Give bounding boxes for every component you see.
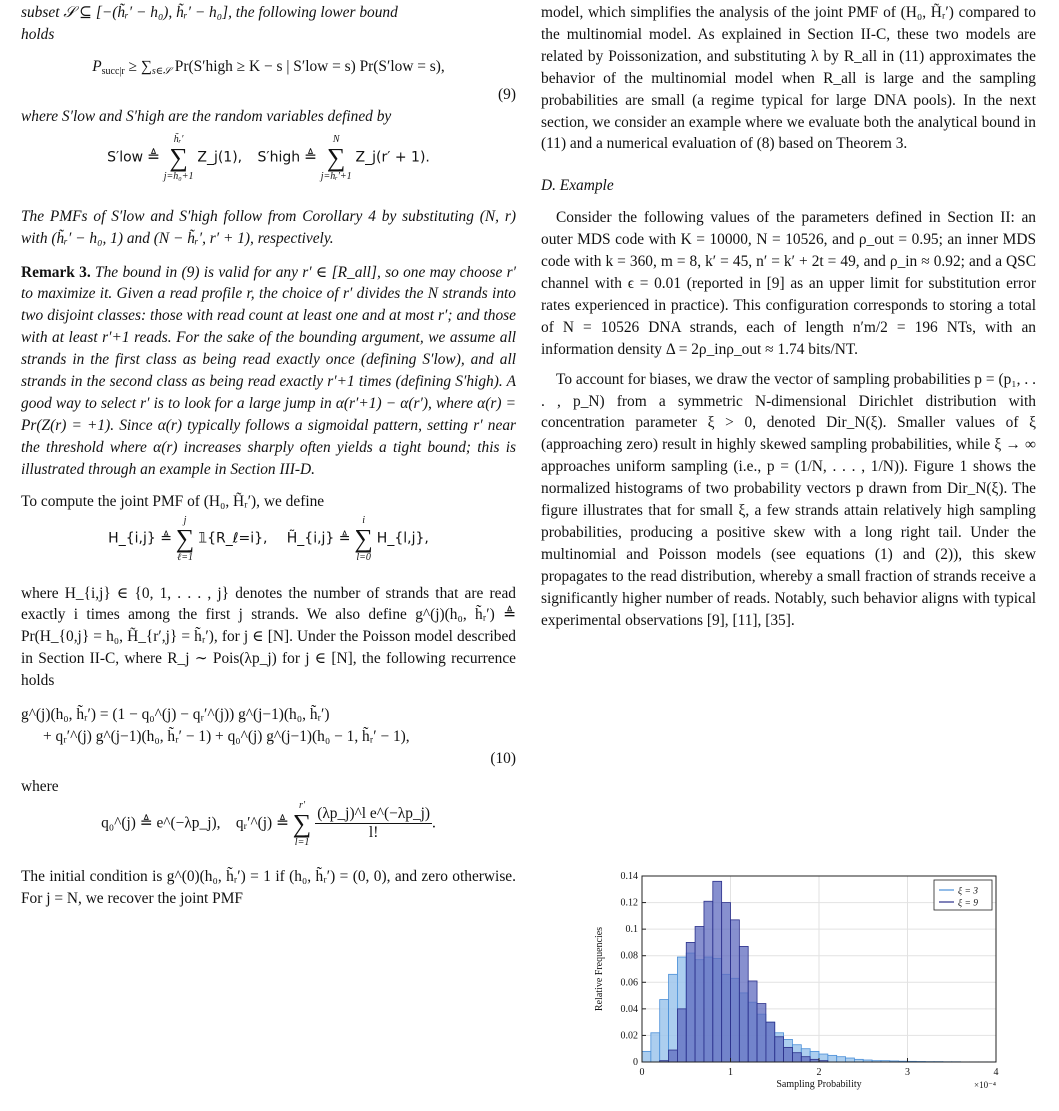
s-definitions	[21, 134, 516, 196]
histogram-bar	[660, 1000, 669, 1062]
s-high-symbol: S′high	[258, 149, 301, 165]
histogram-bar	[686, 942, 695, 1062]
y-tick-label: 0.14	[621, 871, 639, 882]
qr-sum: r′ ∑ l=1	[293, 800, 312, 848]
lead-line-2: holds	[21, 26, 54, 43]
histogram-bar	[704, 901, 713, 1062]
q-definitions: q₀^(j) ≜ e^(−λp_j), qᵣ′^(j) ≜ r′ ∑ l=1 $\frac{\text{(λp\_j)\textasciicircum{}l e\textasciicircum{}(−λp\_j)}}{l!}$ .	[21, 800, 516, 858]
section-heading: D. Example	[541, 175, 1036, 197]
right-para-2: Consider the following values of the parameters defined in Section II: an outer MDS code with K = 10000, N = 10526, and ρ_out = 0.95; an inner MDS code with k = 360, m = 8, k′ = 45, n′ = k′ + 2t = 49, and ρ_in ≈ 0.92; and a QSC channel with ϵ = 0.01 (reported in [9] as an upper limit for substitution error rates experienced in practice). This configuration corresponds to storing a total of N = 10526 DNA strands, each of length n′m/2 = 196 NTs, with an information density Δ = 2ρ_inρ_out ≈ 1.74 bits/NT.	[541, 207, 1036, 360]
remark-3	[21, 262, 516, 481]
legend-entry: ξ = 3	[958, 886, 978, 897]
initial-condition: The initial condition is g^(0)(h₀, h̃ᵣ′) = 1 if (h₀, h̃ᵣ′) = (0, 0), and zero otherwise. For j = N, we recover the joint PMF	[21, 866, 516, 910]
ht-sum: i ∑ l=0	[354, 515, 373, 563]
def-eq-2: ≜	[304, 148, 317, 165]
histogram-bar	[739, 946, 748, 1062]
s-low-symbol: S′low	[107, 149, 143, 165]
eq10-number: (10)	[490, 750, 516, 767]
qr-fraction: $\frac{\text{(λp\_j)\textasciicircum{}l e\textasciicircum{}(−λp\_j)}}{l!}$	[315, 805, 432, 842]
histogram-bar	[801, 1057, 810, 1062]
histogram-bar	[677, 1009, 686, 1062]
eq9-rest: Pr(S′high ≥ K − s | S′low = s) Pr(S′low = s),	[175, 58, 445, 75]
h-sum: j ∑ ℓ=1	[176, 515, 195, 563]
y-tick-label: 0.04	[621, 1004, 639, 1015]
right-para-1: model, which simplifies the analysis of the joint PMF of (H₀, H̃ᵣ′) compared to the multinomial model. As explained in Section II-C, these two models are related by Poissonization, and substituting λ by R_all in (11) approximates the behavior of the multinomial model when R_all is large and the sampling probabilities are small (a regime typical for large DNA pools). In the next section, we consider an example where we evaluate both the analytical bound in (11) and a numerical evaluation of (8) based on Theorem 3.	[541, 2, 1036, 155]
histogram-bar	[695, 926, 704, 1062]
x-tick-label: 4	[994, 1067, 999, 1078]
figure-1	[588, 868, 1008, 1104]
sum-high: N ∑ j=h̃ᵣ′+1	[321, 134, 352, 182]
histogram-bar	[748, 981, 757, 1062]
lead-line: subset 𝒮 ⊆ [−(h̃ᵣ′ − h₀), h̃ᵣ′ − h₀], the following lower bound	[21, 4, 398, 21]
x-tick-label: 0	[640, 1067, 645, 1078]
def-eq-1: ≜	[147, 148, 160, 165]
equation-9	[21, 56, 516, 84]
joint-intro: To compute the joint PMF of (H₀, H̃ᵣ′), we define	[21, 491, 516, 513]
y-tick-label: 0.02	[621, 1030, 639, 1041]
def-low-term: Z_j(1),	[197, 149, 242, 165]
histogram-bar	[828, 1055, 837, 1062]
x-tick-label: 2	[817, 1067, 822, 1078]
histogram-bar	[766, 1022, 775, 1062]
remark-label: Remark 3.	[21, 264, 91, 281]
def-high-term: Z_j(r′ + 1).	[356, 149, 430, 165]
histogram-bar	[731, 920, 740, 1062]
eq9-number: (9)	[498, 84, 516, 106]
histogram-chart	[588, 868, 1008, 1104]
right-column	[541, 0, 1036, 631]
rec-line-2: + qᵣ′^(j) g^(j−1)(h₀, h̃ᵣ′ − 1) + q₀^(j) g^(j−1)(h₀ − 1, h̃ᵣ′ − 1),	[21, 726, 516, 748]
equation-10	[21, 704, 516, 770]
h-def-lhs: H_{i,j} ≜	[108, 530, 172, 546]
histogram-bar	[669, 1050, 678, 1062]
histogram-bar	[722, 903, 731, 1062]
right-para-3: To account for biases, we draw the vector of sampling probabilities p = (p₁, . . . , p_N) from a symmetric N-dimensional Dirichlet distribution with concentration parameter ξ > 0, denoted Dir_N(ξ). Smaller values of ξ (approaching zero) result in highly skewed sampling probabilities, while ξ → ∞ approaches uniform sampling (i.e., p = (1/N, . . . , 1/N)). Figure 1 shows the normalized histograms of two probability vectors p drawn from Dir_N(ξ). The figure illustrates that for small ξ, a few strands attain relatively high sampling probabilities, producing a positive skew with a long right tail. Under the multinomial and Poisson models (see equations (1) and (2)), this skew propagates to the read distribution, whereby a small fraction of strands receive a significantly higher number of reads. Notably, such behavior aligns with typical experimental observations [9], [11], [35].	[541, 369, 1036, 632]
histogram-bar	[784, 1047, 793, 1062]
left-column	[21, 0, 516, 909]
y-tick-label: 0.1	[626, 924, 639, 935]
histogram-bar	[775, 1037, 784, 1062]
pmf-paragraph: The PMFs of S′low and S′high follow from Corollary 4 by substituting (N, r) with (h̃ᵣ′ − h₀, 1) and (N − h̃ᵣ′, r′ + 1), respectively.	[21, 206, 516, 250]
x-tick-label: 1	[728, 1067, 733, 1078]
sum-low: h̃ᵣ′ ∑ j=h₀+1	[164, 134, 194, 182]
ht-def-lhs: H̃_{i,j} ≜	[287, 530, 351, 546]
remark-text: The bound in (9) is valid for any r′ ∈ [R_all], so one may choose r′ to maximize it. Given a read profile r, the choice of r′ divides the N strands into two disjoint classes: those with read count at least one and at most r′; and those with at least r′+1 reads. For the sake of the bounding argument, we assume all strands in the first class as being read exactly once (defining S′low), and all strands in the second class as being read exactly r′+1 times (defining S′high). A good way to select r′ is to look for a large jump in α(r′+1) − α(r′), where α(r) = Pr(Z(r) = +1). Since α(r) typically follows a sigmoidal pattern, setting r′ near the threshold where α(r) increases sharply often yields a tight bound; this is illustrated through an example in Section III-D.	[21, 264, 516, 478]
ht-term: H_{l,j},	[377, 530, 429, 546]
histogram-bar	[651, 1033, 660, 1062]
h-definitions	[21, 515, 516, 573]
where-paragraph: where H_{i,j} ∈ {0, 1, . . . , j} denotes the number of strands that are read exactly i times among the first j strands. We also define g^(j)(h₀, h̃ᵣ′) ≜ Pr(H_{0,j} = h₀, H̃_{r′,j} = h̃ᵣ′), for j ∈ [N]. Under the Poisson model described in Section II-C, where R_j ∼ Pois(λp_j) for j ∈ [N], the following recurrence holds	[21, 583, 516, 693]
y-tick-label: 0.06	[621, 977, 639, 988]
y-axis-label: Relative Frequencies	[594, 927, 605, 1011]
where-2: where	[21, 776, 516, 798]
q0-def: q₀^(j) ≜ e^(−λp_j),	[101, 814, 220, 831]
y-tick-label: 0.08	[621, 951, 639, 962]
y-tick-label: 0	[633, 1057, 638, 1068]
rec-line-1: g^(j)(h₀, h̃ᵣ′) = (1 − q₀^(j) − qᵣ′^(j)) g^(j−1)(h₀, h̃ᵣ′)	[21, 704, 516, 726]
histogram-bar	[846, 1058, 855, 1062]
eq9-sum: ≥ $\sum_{s\in 𝒮}$	[129, 58, 171, 75]
histogram-bar	[669, 974, 678, 1062]
histogram-bar	[757, 1004, 766, 1062]
histogram-bar	[713, 881, 722, 1062]
qr-def: qᵣ′^(j) ≜	[236, 814, 289, 831]
lead-text	[21, 2, 516, 46]
histogram-bar	[792, 1053, 801, 1062]
x-axis-label: Sampling Probability	[776, 1079, 861, 1090]
where-line: where S′low and S′high are the random variables defined by	[21, 106, 516, 128]
h-term: 𝟙{R_ℓ=i},	[198, 530, 267, 546]
x-multiplier: ×10⁻⁴	[974, 1080, 996, 1090]
y-tick-label: 0.12	[621, 898, 639, 909]
histogram-bar	[642, 1051, 651, 1062]
x-tick-label: 3	[905, 1067, 910, 1078]
eq9-lhs: $P_{succ|r}$	[92, 58, 125, 75]
histogram-bar	[837, 1057, 846, 1062]
legend-entry: ξ = 9	[958, 898, 978, 909]
